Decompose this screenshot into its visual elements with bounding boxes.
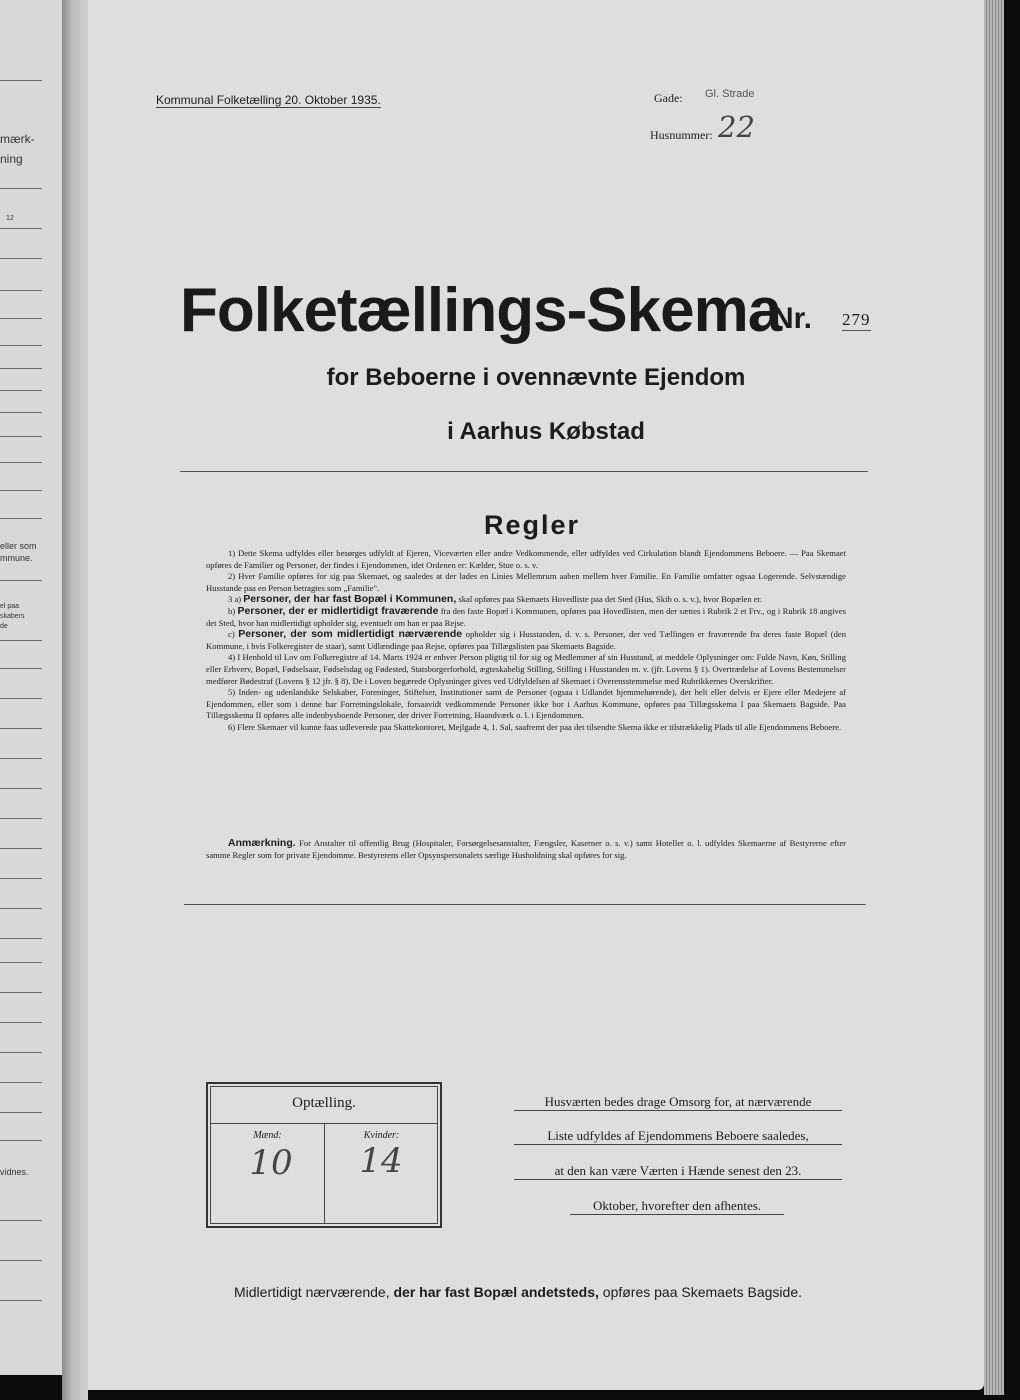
margin-rule — [0, 668, 42, 669]
margin-rule — [0, 368, 42, 369]
footer-text — [88, 1284, 948, 1300]
note-text: For Anstalter til offentlig Brug (Hospitaler, Forsørgelsesanstalter, Fængsler, Kaserner o. s. v.) samt Hoteller o. l. udfyldes Skemaerne af Bestyrerne efter samme Regler som for private Ejendomme. Bestyrerens eller Opsynspersonalets særlige Husholdning skal opføres for sig. — [206, 838, 846, 860]
margin-fragment: el paa — [0, 603, 20, 610]
notice-line-4: Oktober, hvorefter den afhentes. — [570, 1198, 784, 1215]
margin-rule — [0, 1300, 42, 1301]
rule-3c-prefix: c) — [228, 629, 235, 640]
margin-rule — [0, 848, 42, 849]
margin-rule — [0, 436, 42, 437]
rule-3b-text: fra den faste Bopæl i Kommunen, opføres paa Hovedlisten, men der sættes i Rubrik 2 et Frv., og i Rubrik 18 angives det Sted, hvor han midlertidigt opholder sig, eventuelt om han er paa Rejse. — [206, 605, 846, 628]
women-label: Kvinder: — [363, 1130, 400, 1141]
margin-rule — [0, 490, 42, 491]
left-page-fragment — [0, 0, 62, 1375]
rule-3c-text: opholder sig i Husstanden, d. v. s. Personer, der ved Tællingen er fraværende fra deres faste Bopæl (den Kommune, i hvis Folkeregister de staar), samt Udlændinge paa Rejse, opføres paa Tillægslisten paa Skemaets Bagside. — [206, 629, 846, 651]
rule-3a-prefix: 3 a) — [228, 594, 242, 605]
footer-part-1: Midlertidigt nærværende, — [233, 1284, 390, 1300]
margin-rule — [0, 580, 42, 581]
margin-rule — [0, 1052, 42, 1053]
margin-rule — [0, 1022, 42, 1023]
margin-rule — [0, 788, 42, 789]
house-number-value: 22 — [718, 110, 755, 144]
margin-rule — [0, 258, 42, 259]
note-divider — [184, 904, 866, 905]
note-section — [206, 838, 846, 861]
footer-part-3: opføres paa Skemaets Bagside. — [602, 1284, 803, 1300]
margin-rule — [0, 518, 42, 519]
notice-line-1: Husværten bedes drage Omsorg for, at nærværende — [514, 1094, 842, 1111]
margin-rule — [0, 962, 42, 963]
margin-rule — [0, 818, 42, 819]
margin-rule — [0, 345, 42, 346]
margin-rule — [0, 318, 42, 319]
margin-fragment: vidnes. — [0, 1167, 29, 1177]
form-nr-value: 279 — [842, 310, 871, 329]
page-edges — [984, 0, 1004, 1395]
census-form-page — [88, 0, 984, 1390]
margin-rule — [0, 1112, 42, 1113]
margin-fragment: de — [0, 623, 8, 630]
margin-rule — [0, 1082, 42, 1083]
rule-3c-heading: Personer, der som midlertidigt nærværende — [238, 628, 463, 641]
notice-line-3: at den kan være Værten i Hænde senest den 23. — [514, 1163, 842, 1180]
margin-rule — [0, 938, 42, 939]
margin-rule — [0, 188, 42, 189]
margin-rule — [0, 698, 42, 699]
note-label: Anmærkning. — [228, 837, 296, 849]
rule-2: 2) Hver Familie opføres for sig paa Skemaet, og saaledes at der lades en Linies Mellemrum aaben mellem hver Familie. En Familie omfatter ogsaa Logerende. Selvstændige Husstande paa en Person betragtes som „Familie". — [206, 571, 846, 593]
form-subtitle-1: for Beboerne i ovennævnte Ejendom — [326, 364, 746, 391]
margin-fragment: 12 — [6, 215, 14, 222]
margin-rule — [0, 1220, 42, 1221]
margin-rule — [0, 228, 42, 229]
women-count-value: 14 — [359, 1141, 403, 1181]
title-divider — [180, 471, 868, 472]
margin-fragment: mærk- — [0, 132, 35, 146]
men-count-value: 10 — [249, 1143, 293, 1183]
margin-rule — [0, 758, 42, 759]
form-title: Folketællings-Skema — [180, 276, 782, 345]
margin-rule — [0, 728, 42, 729]
street-value: Gl. Strade — [705, 88, 755, 100]
margin-rule — [0, 640, 42, 641]
margin-rule — [0, 290, 42, 291]
rule-3a-heading: Personer, der har fast Bopæl i Kommunen, — [243, 593, 457, 606]
rule-3b-prefix: b) — [228, 605, 236, 616]
rule-1: 1) Dette Skema udfyldes eller besørges udfyldt af Ejeren, Viceværten eller andre Vedkommende, eller udfyldes ved Cirkulation blandt Ejendommens Beboere. — Paa Skemaet opføres de Familier og Personer, der findes i Ejendommen, idet Ordenen er: Kælder, Stue o. s. v. — [206, 548, 846, 570]
house-number-label: Husnummer: — [650, 128, 713, 142]
rule-5: 5) Inden- og udenlandske Selskaber, Foreninger, Stiftelser, Institutioner samt de Personer (ogsaa i Udlandet hjemmehørende), der helt eller delvis er Ejere eller Medejere af Ejendommen, eller som i denne har Forretningslokale, forsaavidt vedkommende Personer ikke bor i Aarhus Kommune, opføres paa Tillægsskema I paa Skemaets Bagside. Paa Tillægsskema II opføres alle indenbysboende Personer, der driver Forretning, Haandværk o. l. i Ejendommen. — [206, 687, 846, 721]
margin-rule — [0, 1140, 42, 1141]
margin-rule — [0, 80, 42, 81]
rule-3a-text: skal opføres paa Skemaets Hovedliste paa det Sted (Hus, Skib o. s. v.), hvor Bopælen er. — [458, 594, 763, 605]
book-gutter — [62, 0, 88, 1400]
men-label: Mænd: — [253, 1130, 282, 1141]
margin-fragment: mmune. — [0, 553, 33, 563]
margin-rule — [0, 390, 42, 391]
margin-rule — [0, 908, 42, 909]
rule-3b — [206, 606, 846, 629]
footer-part-2: der har fast Bopæl andetsteds, — [393, 1284, 599, 1300]
rules-heading: Regler — [483, 510, 581, 540]
margin-fragment: skabers — [0, 613, 25, 620]
margin-rule — [0, 1260, 42, 1261]
margin-rule — [0, 878, 42, 879]
margin-rule — [0, 992, 42, 993]
form-nr-label: Nr. — [772, 302, 813, 335]
count-box-title: Optælling. — [292, 1095, 356, 1111]
notice-line-2: Liste udfyldes af Ejendommens Beboere saaledes, — [514, 1128, 842, 1145]
margin-rule — [0, 462, 42, 463]
margin-rule — [0, 412, 42, 413]
margin-fragment: eller som — [0, 541, 37, 551]
count-box-inner — [210, 1086, 438, 1224]
margin-fragment: ning — [0, 152, 23, 166]
rule-6: 6) Flere Skemaer vil kunne faas udleverede paa Skattekontoret, Mejlgade 4, 1. Sal, saafremt der paa det tilsendte Skema ikke er tilstrækkelig Plads til alle Ejendommens Beboere. — [228, 721, 842, 732]
count-box-outer — [206, 1082, 442, 1228]
form-subtitle-2: i Aarhus Købstad — [447, 418, 645, 445]
rules-body — [206, 548, 846, 734]
rule-3c — [206, 629, 846, 652]
rule-4: 4) I Henhold til Lov om Folkeregistre af 14. Marts 1924 er enhver Person pligtig til for sig og Medlemmer af sin Husstand, at meddele Oplysninger om: Fulde Navn, Køn, Stilling eller Erhverv, Bopæl, Fødselsaar, Fødselsdag og Fødested, Statsborgerforhold, ægteskabelig Stilling, Stilling i Husstanden m. v. (jfr. Lovens § 1). Overtrædelse af Lovens Bestemmelser medfører Bødestraf (Lovens § 12 jfr. § 8). De i Loven begærede Oplysninger gives ved Udfyldelsen af Skemaet i Overensstemmelse med Rubrikkernes Overskrifter. — [206, 652, 846, 686]
census-header-line: Kommunal Folketælling 20. Oktober 1935. — [156, 93, 381, 107]
rule-3b-heading: Personer, der er midlertidigt fraværende — [237, 604, 439, 617]
street-label: Gade: — [654, 91, 683, 105]
